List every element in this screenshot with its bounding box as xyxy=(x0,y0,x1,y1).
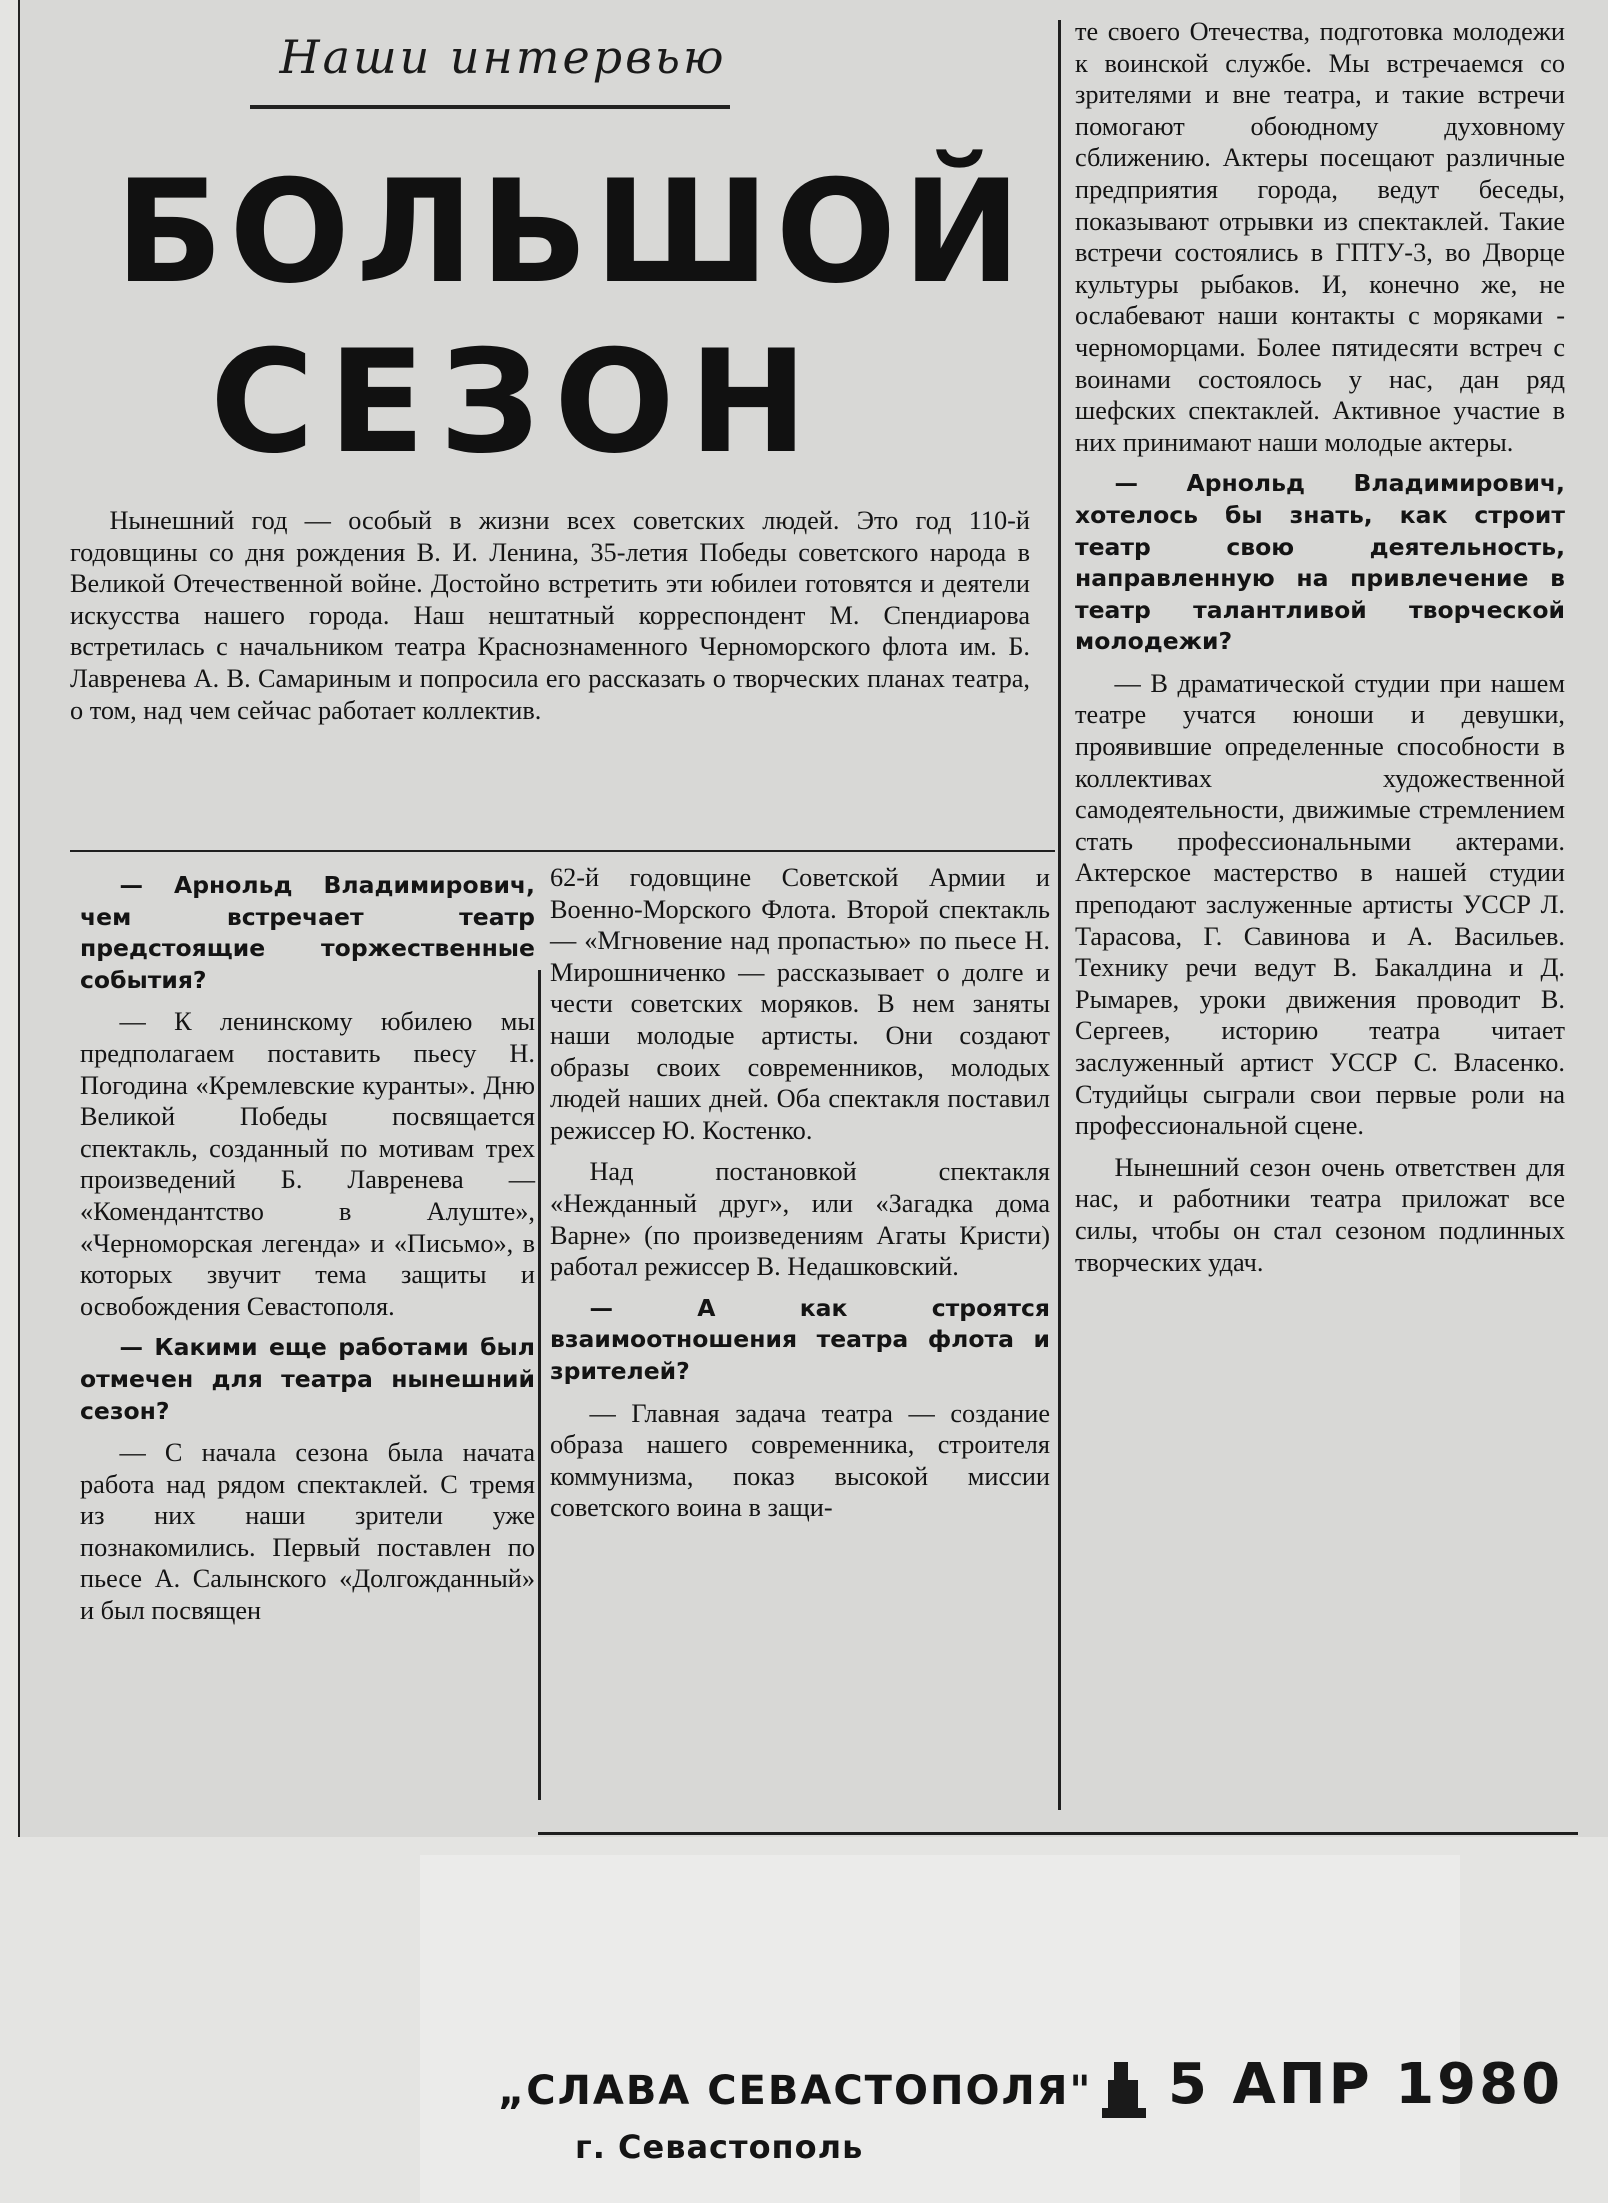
question-2: — Какими еще работами был отмечен для театра нынешний сезон? xyxy=(80,1333,535,1425)
column-1 xyxy=(80,870,535,1637)
question-4: — Арнольд Владимирович, хотелось бы знать, как строит театр свою деятельность, направленную на привлечение в театр талантливой творческой молодежи? xyxy=(1075,469,1565,656)
column-divider-right-upper xyxy=(1058,20,1061,865)
intro-bottom-rule xyxy=(70,850,1055,852)
paragraph-3-2: Нынешний сезон очень ответствен для нас, и работники театра приложат все силы, чтобы он стал сезоном подлинных творческих удач. xyxy=(1075,1152,1565,1277)
answer-3: — Главная задача театра — создание образа нашего современника, строителя коммунизма, показ высокой миссии советского воина в защи- xyxy=(550,1398,1050,1523)
headline-line-2: СЕЗОН xyxy=(210,320,822,485)
column-divider-2 xyxy=(1058,865,1061,1810)
paragraph-2-2: Над постановкой спектакля «Нежданный друг», или «Загадка дома Варне» (по произведениям Агаты Кристи) работал режиссер В. Недашковский. xyxy=(550,1157,1050,1282)
answer-1: — К ленинскому юбилею мы предполагаем поставить пьесу Н. Погодина «Кремлевские куранты». Дню Великой Победы посвящается спектакль, созданный по мотивам трех произведений Б. Лавренева — «Комендантство в Алуште», «Черноморская легенда» и «Письмо», в которых звучит тема защиты и освобождения Севастополя. xyxy=(80,1007,535,1321)
stamp-newspaper-name: „СЛАВА СЕВАСТОПОЛЯ" xyxy=(498,2068,1093,2114)
question-1: — Арнольд Владимирович, чем встречает театр предстоящие торжественные события? xyxy=(80,871,535,994)
column-2 xyxy=(550,862,1050,1534)
stamp-city: г. Севастополь xyxy=(575,2128,864,2166)
rubric-title: Наши интервью xyxy=(279,30,727,84)
stamp-date: 5 АПР 1980 xyxy=(1168,2052,1564,2117)
stamp-ink-mark-icon xyxy=(1100,2058,1152,2120)
intro-paragraph xyxy=(70,505,1030,736)
question-3: — А как строятся взаимоотношения театра флота и зрителей? xyxy=(550,1293,1050,1385)
answer-2: — С начала сезона была начата работа над рядом спектаклей. С тремя из них наши зрители уже познакомились. Первый поставлен по пьесе А. Салынского «Долгожданный» и был посвящен xyxy=(80,1438,535,1626)
column-3 xyxy=(1075,16,1565,1288)
bottom-rule xyxy=(538,1832,1578,1835)
headline-line-1: БОЛЬШОЙ xyxy=(115,150,1028,315)
rubric-underline xyxy=(250,105,730,109)
paragraph-3-1: те своего Отечества, подготовка молодежи к воинской службе. Мы встречаемся со зрителями и вне театра, и такие встречи помогают обоюдному духовному сближению. Актеры посещают различные предприятия города, ведут беседы, показывают отрывки из спектаклей. Такие встречи состоялись в ГПТУ-3, во Дворце культуры рыбаков. И, конечно же, не ослабевают наши контакты с моряками - черноморцами. Более пятидесяти встреч с воинами состоялось у нас, дан ряд шефских спектаклей. Активное участие в них принимают наши молодые актеры. xyxy=(1075,17,1565,457)
paragraph-2-1: 62-й годовщине Советской Армии и Военно-Морского Флота. Второй спектакль — «Мгновение над пропастью» по пьесе Н. Мирошниченко — рассказывает о долге и чести советских моряков. В нем заняты наши молодые артисты. Они создают образы своих современников, молодых людей наших дней. Оба спектакля поставил режиссер Ю. Костенко. xyxy=(550,863,1050,1145)
intro-text: Нынешний год — особый в жизни всех советских людей. Это год 110-й годовщины со дня рождения В. И. Ленина, 35-летия Победы советского народа в Великой Отечественной войне. Достойно встретить эти юбилеи готовятся и деятели искусства нашего города. Наш нештатный корреспондент М. Спендиарова встретилась с начальником театра Краснознаменного Черноморского флота им. Б. Лавренева А. В. Самариным и попросила его рассказать о творческих планах театра, о том, над чем сейчас работает коллектив. xyxy=(70,506,1030,725)
answer-4: — В драматической студии при нашем театре учатся юноши и девушки, проявившие определенные способности в коллективах художественной самодеятельности, движимые стремлением стать профессиональными актерами. Актерское мастерство в нашей студии преподают заслуженные артисты УССР Л. Тарасова, Г. Савинова и А. Васильев. Технику речи ведут В. Бакалдина и Д. Рымарев, уроки движения проводит В. Сергеев, историю театра читает заслуженный артист УССР С. Власенко. Студийцы сыграли свои первые роли на профессиональной сцене. xyxy=(1075,668,1565,1141)
column-divider-1 xyxy=(538,970,541,1800)
